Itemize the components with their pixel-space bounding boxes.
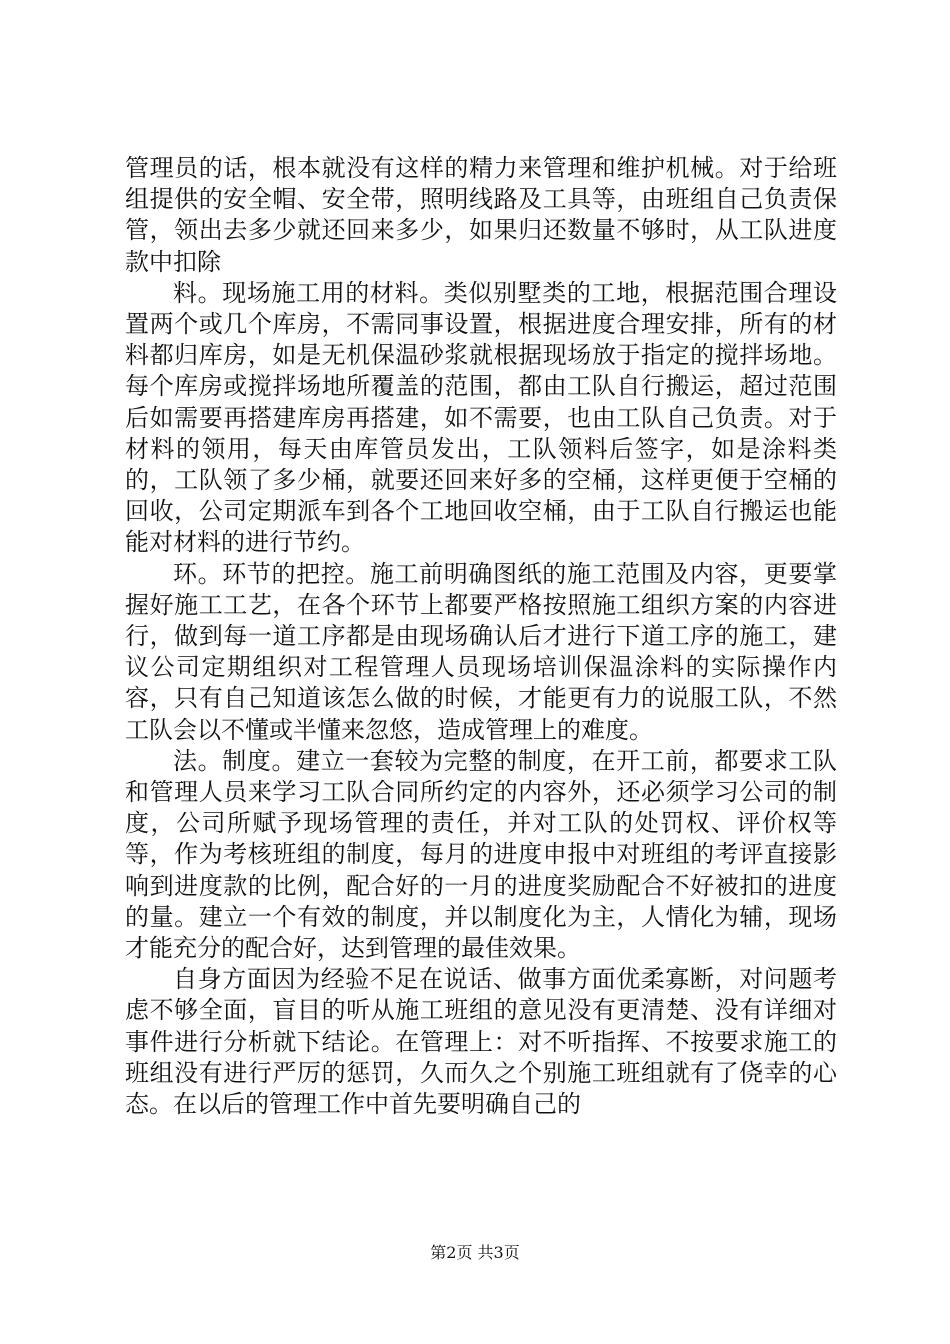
paragraph-2: 料。现场施工用的材料。类似别墅类的工地，根据范围合理设置两个或几个库房，不需同事设置，根据进度合理安排，所有的材料都归库房，如是无机保温砂浆就根据现场放于指定的搅拌场地。每个库房或搅拌场地所覆盖的范围，都由工队自行搬运，超过范围后如需要再搭建库房再搭建，如不需要，也由工队自己负责。对于材料的领用，每天由库管员发出，工队领料后签字，如是涂料类的，工队领了多少桶，就要还回来好多的空桶，这样更便于空桶的回收，公司定期派车到各个工地回收空桶，由于工队自行搬运也能能对材料的进行节约。 [125,278,837,557]
paragraph-5: 自身方面因为经验不足在说话、做事方面优柔寡断，对问题考虑不够全面，盲目的听从施工班组的意见没有更清楚、没有详细对事件进行分析就下结论。在管理上：对不听指挥、不按要求施工的班组没有进行严厉的惩罚，久而久之个别施工班组就有了侥幸的心态。在以后的管理工作中首先要明确自己的 [125,965,837,1119]
paragraph-4: 法。制度。建立一套较为完整的制度，在开工前，都要求工队和管理人员来学习工队合同所约定的内容外，还必须学习公司的制度，公司所赋予现场管理的责任，并对工队的处罚权、评价权等等，作为考核班组的制度，每月的进度申报中对班组的考评直接影响到进度款的比例，配合好的一月的进度奖励配合不好被扣的进度的量。建立一个有效的制度，并以制度化为主，人情化为辅，现场才能充分的配合好，达到管理的最佳效果。 [125,746,837,963]
paragraph-3: 环。环节的把控。施工前明确图纸的施工范围及内容，更要掌握好施工工艺，在各个环节上都要严格按照施工组织方案的内容进行，做到每一道工序都是由现场确认后才进行下道工序的施工，建议公司定期组织对工程管理人员现场培训保温涂料的实际操作内容，只有自己知道该怎么做的时候，才能更有力的说服工队，不然工队会以不懂或半懂来忽悠，造成管理上的难度。 [125,559,837,744]
page-number-indicator: 第2页 共3页 [430,1243,520,1262]
paragraph-1: 管理员的话，根本就没有这样的精力来管理和维护机械。对于给班组提供的安全帽、安全带，照明线路及工具等，由班组自己负责保管，领出去多少就还回来多少，如果归还数量不够时，从工队进度款中扣除 [125,154,837,276]
document-body [125,153,837,1120]
page-footer [0,1243,950,1263]
